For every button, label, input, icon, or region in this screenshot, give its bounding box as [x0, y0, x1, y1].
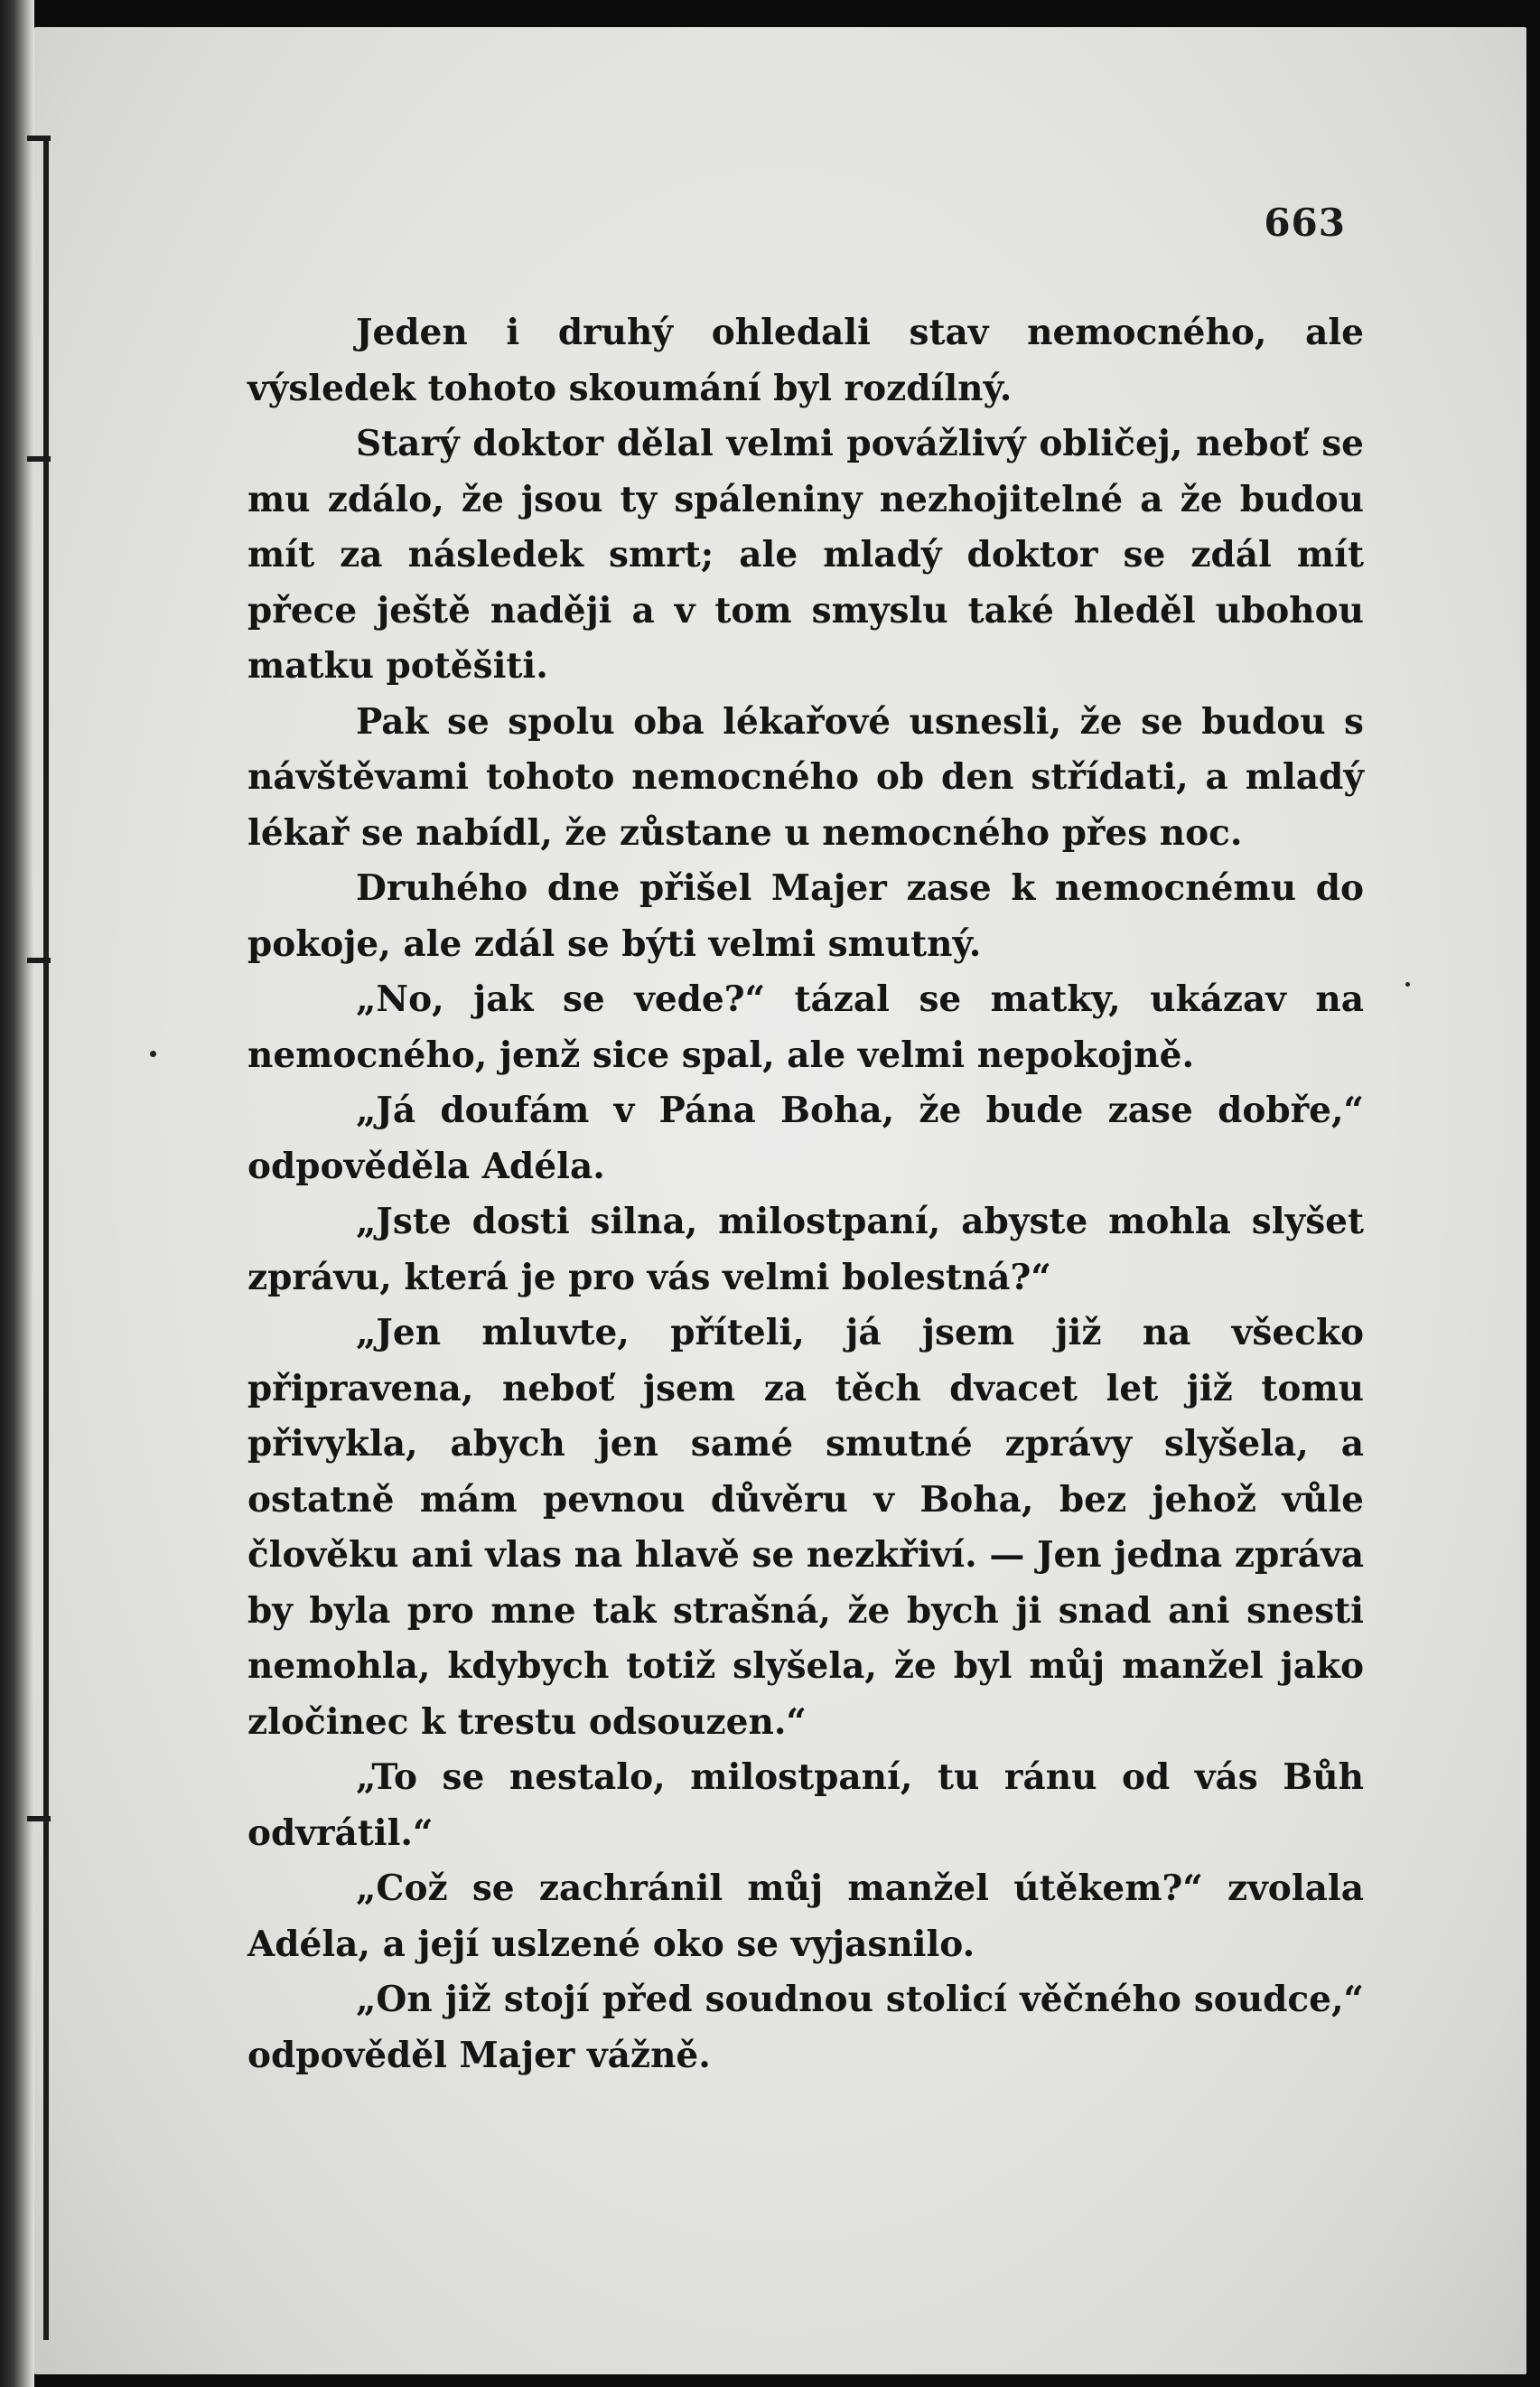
page-edge-line — [43, 136, 49, 2340]
page-edge-tick — [27, 136, 51, 141]
page-number: 663 — [1264, 201, 1346, 245]
paragraph: „To se nestalo, milostpaní, tu ránu od vás Bůh odvrátil.“ — [247, 1756, 1364, 1854]
page-edge-tick — [27, 1816, 51, 1821]
scan-speck — [150, 1051, 156, 1057]
paragraph: „No, jak se vede?“ tázal se matky, ukázav na nemocného, jenž sice spal, ale velmi nepokojně. — [247, 978, 1364, 1076]
paragraph: „Jste dosti silna, milostpaní, abyste mohla slyšet zprávu, která je pro vás velmi bolestná?“ — [247, 1201, 1364, 1298]
body-text — [247, 305, 1364, 2083]
page-edge-tick — [27, 958, 51, 963]
paragraph: „Já doufám v Pána Boha, že bude zase dobře,“ odpověděla Adéla. — [247, 1090, 1364, 1187]
book-spine-shadow — [0, 0, 34, 2387]
paragraph: Pak se spolu oba lékařové usnesli, že se budou s návštěvami tohoto nemocného ob den střídati, a mladý lékař se nabídl, že zůstane u nemocného přes noc. — [247, 700, 1364, 854]
paragraph: „On již stojí před soudnou stolicí věčného soudce,“ odpověděl Majer vážně. — [247, 1979, 1364, 2076]
paragraph: Jeden i druhý ohledali stav nemocného, ale výsledek tohoto skoumání byl rozdílný. — [247, 312, 1364, 409]
paragraph: „Což se zachránil můj manžel útěkem?“ zvolala Adéla, a její uslzené oko se vyjasnilo. — [247, 1867, 1364, 1965]
scan-speck — [1405, 982, 1410, 987]
page-edge-tick — [27, 456, 51, 462]
paragraph: „Jen mluvte, příteli, já jsem již na všecko připravena, neboť jsem za těch dvacet let již tomu přivykla, abych jen samé smutné zprávy slyšela, a ostatně mám pevnou důvěru v Boha, bez jehož vůle člověku ani vlas na hlavě se nezkřiví. — Jen jedna zpráva by byla pro mne tak strašná, že bych ji snad ani snesti nemohla, kdybych totiž slyšela, že byl můj manžel jako zločinec k trestu odsouzen.“ — [247, 1312, 1364, 1743]
paragraph: Druhého dne přišel Majer zase k nemocnému do pokoje, ale zdál se býti velmi smutný. — [247, 867, 1364, 965]
paragraph: Starý doktor dělal velmi povážlivý obličej, neboť se mu zdálo, že jsou ty spáleniny nezhojitelné a že budou mít za následek smrt; ale mladý doktor se zdál mít přece ještě naději a v tom smyslu také hleděl ubohou matku potěšiti. — [247, 423, 1364, 687]
